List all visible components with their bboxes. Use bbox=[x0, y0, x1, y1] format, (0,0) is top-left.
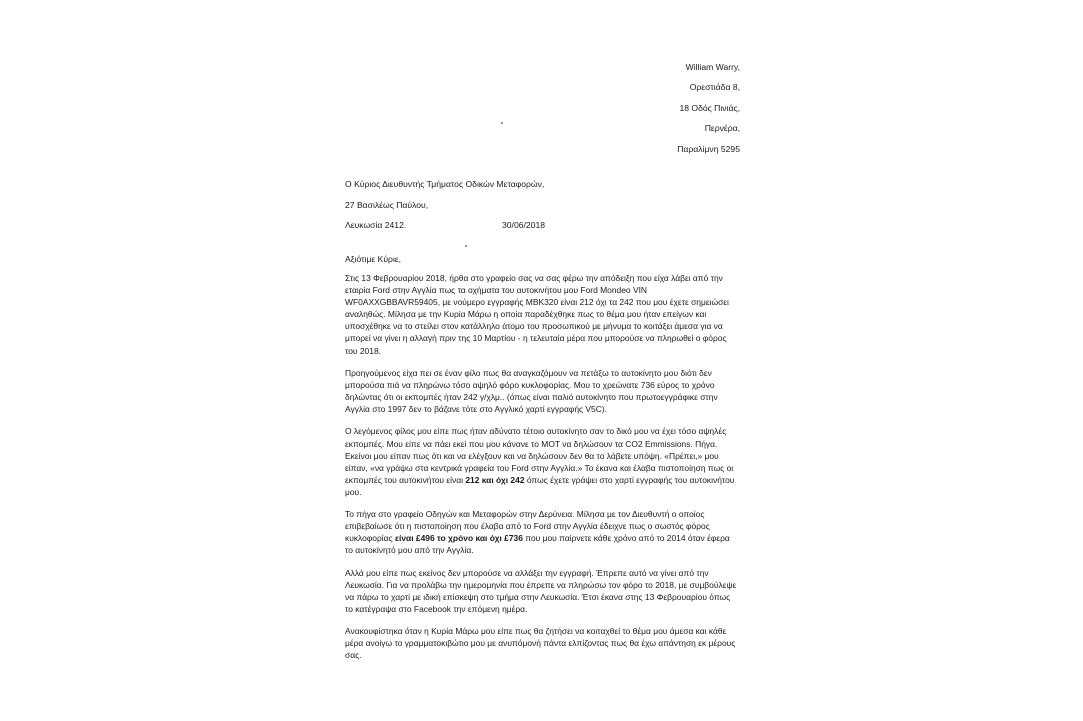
salutation: Αξιότιμε Κύριε, bbox=[345, 254, 402, 264]
recipient-address bbox=[345, 174, 544, 236]
sender-name: William Warry, bbox=[685, 62, 740, 72]
paragraph-text: Ο λεγόμενος φίλος μου είπε πως ήταν αδύνατο τέτοιο αυτοκίνητο σαν το δικό μου να έχει τόσο αψηλές εκπομπές. Μου είπε να πάει εκεί που μου κάνανε το MOT να δηλώσουν τα CO2 Emmissions. Πήγα. Εκείνοι μου είπαν πως ότι και να ελέγξουν και να δηλώσουν δεν θα το λάβετε υπόψη. «Πρέπει,» μου είπαν, «να γράψω στα κεντρικά γραφεία του Ford στην Αγγλία.» Το έκανα και έλαβα πιστοποίηση πως οι εκπομπές του αυτοκινήτου είναι bbox=[345, 426, 734, 485]
paragraph-text: που μου παίρνετε κάθε χρόνο από το 2014 όταν έφερα το αυτοκίνητό μου από την Αγγλία. bbox=[345, 533, 730, 556]
sender-address-line: Παραλίμνη 5295 bbox=[677, 143, 740, 154]
sender-address-line: 18 Οδός Πινιάς, bbox=[679, 102, 740, 113]
paragraph: Στις 13 Φεβρουαρίου 2018, ήρθα στο γραφείο σας να σας φέρω την απόδειξη που είχα λάβει από την εταιρία Ford στην Αγγλία πως τα οχήματα του αυτοκινήτου μου Ford Mondeo VIN WF0AXXGBBAVR59405, με νούμερο εγγραφής MBK320 είναι 212 όχι τα 242 που μου έχετε σημειώσει αναληθώς. Μίλησα με την Κυρία Μάρω η οποία παραδέχθηκε πως το θέμα μου ήταν επείγων και υποσχέθηκε να το στείλει στον κατάλληλο άτομο του προσωπικού με μήνυμα το κοιτάξει άμεσα για να μπορεί να γίνει η αλλαγή πριν της 10 Μαρτίου - η τελευταία μέρα που μπορούσε να πληρωθεί ο φόρος του 2018. bbox=[345, 273, 729, 356]
emphasis-text: είναι £496 το χρόνο και όχι £736 bbox=[394, 533, 523, 544]
recipient-city: Λευκωσία 2412. bbox=[345, 220, 407, 231]
letter-date: 30/06/2018 bbox=[502, 220, 546, 230]
paragraph-text: όπως έχετε γράψει στο χαρτί εγγραφής του αυτοκινήτου μου. bbox=[345, 474, 735, 497]
paragraph-text: Το πήγα στο γραφείο Οδηγών και Μεταφορών στην Δερύνεια. Μίλησα με τον Διευθυντή ο οποίος επιβεβαίωσε ότι η πιστοποίηση που έλαβα από το Ford στην Αγγλία έδειχνε πως ο σωστός φόρος κυκλοφορίας bbox=[345, 509, 710, 544]
sender-address bbox=[677, 57, 740, 159]
letter-body bbox=[345, 272, 740, 672]
paragraph: Αλλά μου είπε πως εκείνος δεν μπορούσε να αλλάξει την εγγραφή. Έπρεπε αυτό να γίνει από την Λευκωσία. Για να προλάβω την ημερομηνία που έπρεπε να πληρώσω τον φόρο το 2018, με συμβούλεψε να πάρω το χαρτί με ιδική επίσκεψη στο τμήμα στην Λευκωσία. Έτσι έκανα στης 13 Φεβρουαρίου όπως το κατέγραψα στο Facebook την επόμενη ημέρα. bbox=[345, 567, 737, 614]
emphasis-text: 212 και όχι 242 bbox=[465, 474, 525, 485]
paragraph bbox=[345, 508, 740, 556]
paragraph: Ανακουφίστηκα όταν η Κυρία Μάρω μου είπε πως θα ζητήσει να κοιταχθεί το θέμα μου άμεσα και κάθε μέρα ανοίγω το γραμματοκιβώτιο μου με ανυπόμονή πάντα ελπίζοντας πως θα έχω απάντηση εκ μέρους σας. bbox=[345, 626, 736, 661]
recipient-street: 27 Βασιλέως Παύλου, bbox=[345, 199, 429, 210]
sender-address-line: Ορεστιάδα 8, bbox=[689, 82, 740, 93]
paragraph bbox=[345, 425, 740, 498]
recipient-title: Ο Κύριος Διευθυντής Τμήματος Οδικών Μεταφορών, bbox=[345, 179, 545, 189]
paragraph: Προηγούμενος είχα πει σε έναν φίλο πως θα αναγκαζόμουν να πετάξω το αυτοκίνητο μου διότι δεν μπορούσα πιά να πληρώνω τόσο αψηλό φόρο κυκλοφορίας. Μου το χρεώνατε 736 εύρος το χρόνο δηλώντας ότι οι εκπομπές ήταν 242 γ/χλμ.. (όπως είναι παλιό αυτοκίνητο που πρωτοεγγράφικε στην Αγγλία στο 1997 δεν το βάζανε τότε στο Αγγλικό χαρτί εγγραφής V5C). bbox=[345, 367, 718, 415]
scan-speck bbox=[465, 245, 467, 247]
scan-speck bbox=[501, 122, 503, 124]
sender-address-line: Περνέρα, bbox=[704, 123, 740, 134]
